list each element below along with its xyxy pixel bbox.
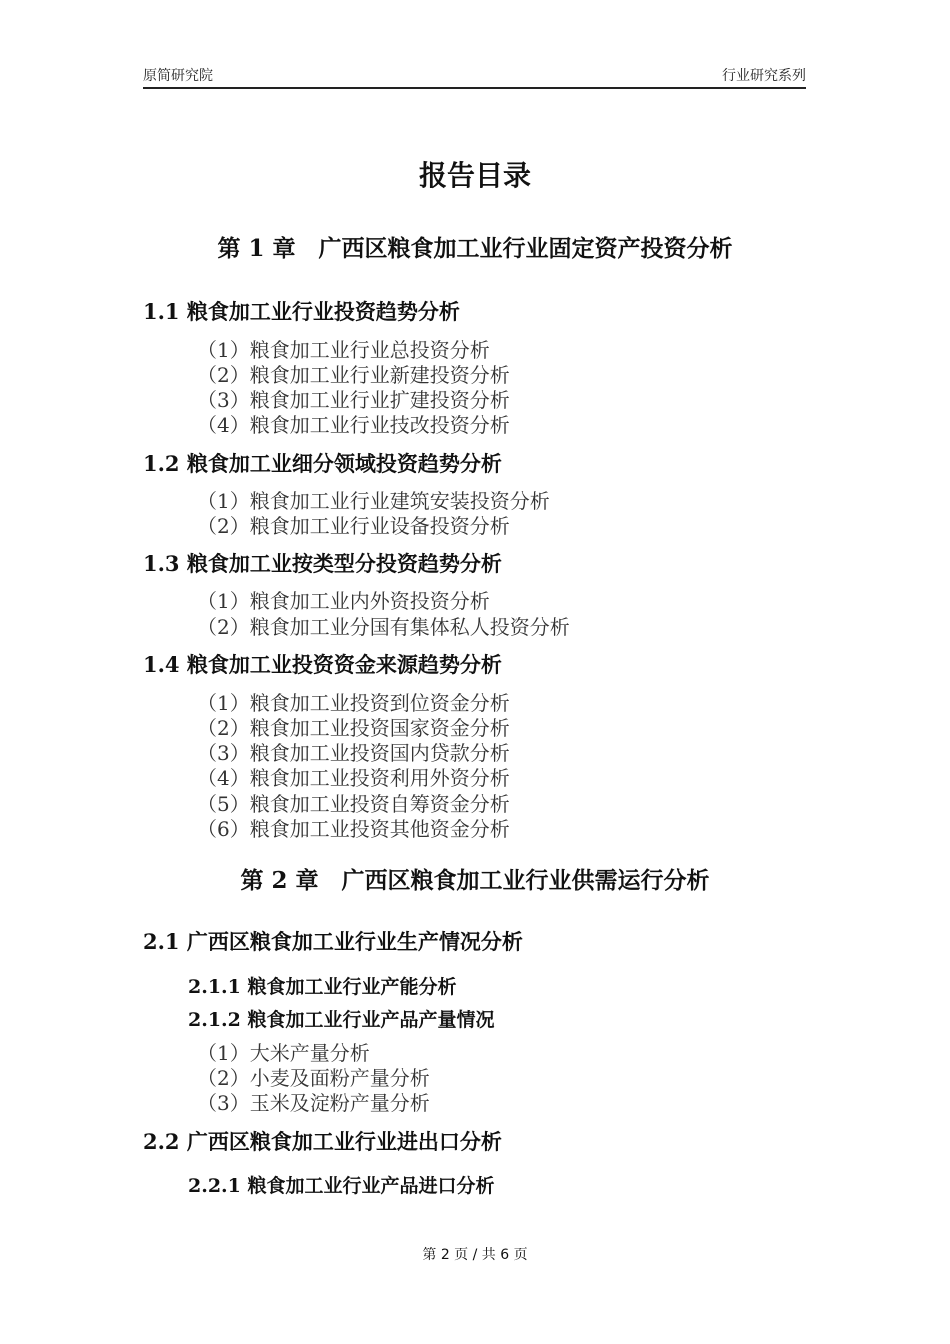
header-divider — [143, 87, 806, 89]
section-heading[interactable]: 2.2 广西区粮食加工业行业进出口分析 — [143, 1129, 502, 1154]
toc-item[interactable]: （5）粮食加工业投资自筹资金分析 — [197, 792, 510, 816]
toc-item[interactable]: （1）大米产量分析 — [197, 1041, 370, 1065]
subsection-heading[interactable]: 2.1.1 粮食加工业行业产能分析 — [188, 976, 457, 998]
toc-item[interactable]: （2）粮食加工业行业新建投资分析 — [197, 363, 510, 387]
toc-item[interactable]: （1）粮食加工业行业建筑安装投资分析 — [197, 489, 550, 513]
toc-item[interactable]: （6）粮食加工业投资其他资金分析 — [197, 817, 510, 841]
toc-item[interactable]: （1）粮食加工业内外资投资分析 — [197, 589, 490, 613]
subsection-heading[interactable]: 2.1.2 粮食加工业行业产品产量情况 — [188, 1009, 495, 1031]
page-number: 第 2 页 / 共 6 页 — [422, 1247, 528, 1263]
header-right-series: 行业研究系列 — [722, 68, 806, 84]
chapter-heading[interactable]: 第 1 章 广西区粮食加工业行业固定资产投资分析 — [217, 235, 733, 262]
toc-item[interactable]: （3）粮食加工业行业扩建投资分析 — [197, 388, 510, 412]
section-heading[interactable]: 2.1 广西区粮食加工业行业生产情况分析 — [143, 929, 523, 954]
toc-item[interactable]: （1）粮食加工业投资到位资金分析 — [197, 691, 510, 715]
toc-item[interactable]: （4）粮食加工业行业技改投资分析 — [197, 413, 510, 437]
toc-item[interactable]: （2）粮食加工业分国有集体私人投资分析 — [197, 615, 570, 639]
toc-item[interactable]: （3）粮食加工业投资国内贷款分析 — [197, 741, 510, 765]
section-heading[interactable]: 1.4 粮食加工业投资资金来源趋势分析 — [143, 652, 502, 677]
toc-item[interactable]: （2）小麦及面粉产量分析 — [197, 1066, 430, 1090]
page-title: 报告目录 — [418, 159, 531, 192]
section-heading[interactable]: 1.2 粮食加工业细分领域投资趋势分析 — [143, 451, 502, 476]
toc-item[interactable]: （3）玉米及淀粉产量分析 — [197, 1091, 430, 1115]
subsection-heading[interactable]: 2.2.1 粮食加工业行业产品进口分析 — [188, 1175, 495, 1197]
section-heading[interactable]: 1.3 粮食加工业按类型分投资趋势分析 — [143, 551, 502, 576]
toc-item[interactable]: （2）粮食加工业行业设备投资分析 — [197, 514, 510, 538]
chapter-heading[interactable]: 第 2 章 广西区粮食加工业行业供需运行分析 — [240, 867, 710, 894]
section-heading[interactable]: 1.1 粮食加工业行业投资趋势分析 — [143, 299, 460, 324]
toc-item[interactable]: （4）粮食加工业投资利用外资分析 — [197, 766, 510, 790]
toc-item[interactable]: （2）粮食加工业投资国家资金分析 — [197, 716, 510, 740]
header-left-org: 原简研究院 — [143, 68, 213, 84]
toc-item[interactable]: （1）粮食加工业行业总投资分析 — [197, 338, 490, 362]
